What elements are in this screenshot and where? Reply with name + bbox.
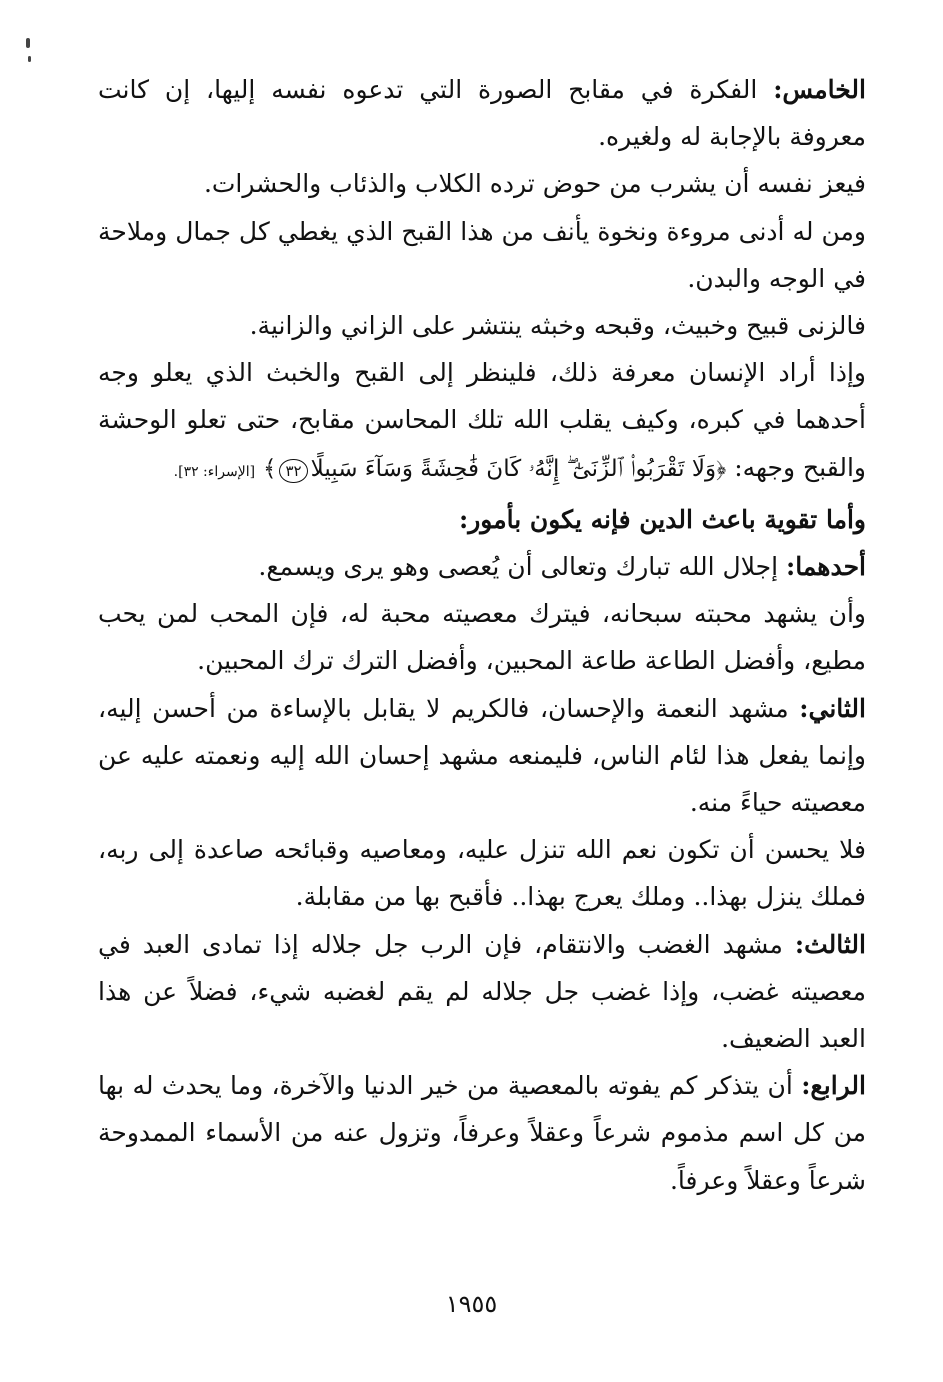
paragraph-third — [98, 921, 866, 1063]
paragraph-fourth — [98, 1062, 866, 1204]
verse-citation: [الإسراء: ٣٢]. — [173, 463, 256, 480]
section-heading: وأما تقوية باعث الدين فإنه يكون بأمور: — [459, 504, 866, 534]
paragraph-lead: الثاني: — [799, 693, 866, 723]
paragraph-text: مشهد الغضب والانتقام، فإن الرب جل جلاله إذا تمادى العبد في معصيته غضب، وإذا غضب جل جلاله لم يقم لغضبه شيء، فضلاً عن هذا العبد الضعيف. — [98, 929, 866, 1054]
paragraph-lead: الخامس: — [773, 75, 866, 104]
page-number: ١٩٥٥ — [445, 1290, 498, 1318]
paragraph-lead: الثالث: — [794, 929, 866, 959]
paragraph: وأن يشهد محبته سبحانه، فيترك معصيته محبة له، فإن المحب لمن يحب مطيع، وأفضل الطاعة طاعة المحبين، وأفضل الترك ترك المحبين. — [98, 599, 866, 676]
paragraph-fifth — [98, 66, 866, 160]
paragraph-text: مشهد النعمة والإحسان، فالكريم لا يقابل بالإساءة من أحسن إليه، وإنما يفعل هذا لئام الناس، فليمنعه مشهد إحسان الله إليه ونعمته عليه عن معصيته حياءً منه. — [98, 693, 866, 818]
paragraph-with-verse — [98, 349, 866, 496]
scan-edge-mark — [26, 38, 30, 48]
scan-edge-mark — [28, 56, 31, 62]
paragraph-second — [98, 685, 866, 827]
paragraph: فالزنى قبيح وخبيث، وقبحه وخبثه ينتشر على الزاني والزانية. — [249, 311, 866, 341]
paragraph-text: وإذا أراد الإنسان معرفة ذلك، فلينظر إلى القبح والخبث الذي يعلو وجه أحدهما في كبره، وكيف يقلب الله تلك المحاسن مقابح، حتى تعلو الوحشة والقبح وجهه: — [98, 358, 866, 482]
paragraph: فلا يحسن أن تكون نعم الله تنزل عليه، ومعاصيه وقبائحه صاعدة إلى ربه، فملك ينزل بهذا.. وملك يعرج بهذا.. فأقبح بها من مقابلة. — [98, 835, 866, 912]
quran-verse: ﴿وَلَا تَقْرَبُوا۟ ٱلزِّنَىٰٓ ۖ إِنَّهُۥ كَانَ فَٰحِشَةً وَسَآءَ سَبِيلًا — [310, 455, 727, 482]
paragraph-lead: أحدهما: — [785, 552, 866, 582]
paragraph-text: الفكرة في مقابح الصورة التي تدعوه نفسه إليها، إن كانت معروفة بالإجابة له ولغيره. — [98, 75, 866, 152]
paragraph-first — [98, 543, 866, 590]
verse-close-bracket: ﴾ — [263, 455, 277, 482]
paragraph-text: أن يتذكر كم يفوته بالمعصية من خير الدنيا والآخرة، وما يحدث له بها من كل اسم مذموم شرعاً وعقلاً وعرفاً، وتزول عنه من الأسماء الممدوحة شرعاً وعقلاً وعرفاً. — [98, 1071, 866, 1195]
paragraph: فيعز نفسه أن يشرب من حوض ترده الكلاب والذئاب والحشرات. — [203, 169, 866, 199]
paragraph-text: إجلال الله تبارك وتعالى أن يُعصى وهو يرى ويسمع. — [258, 552, 786, 582]
paragraph: ومن له أدنى مروءة ونخوة يأنف من هذا القبح الذي يغطي كل جمال وملاحة في الوجه والبدن. — [98, 216, 866, 293]
verse-number-ornament: ٣٢ — [279, 459, 307, 483]
body-text — [98, 66, 866, 1204]
paragraph-lead: الرابع: — [801, 1071, 866, 1101]
